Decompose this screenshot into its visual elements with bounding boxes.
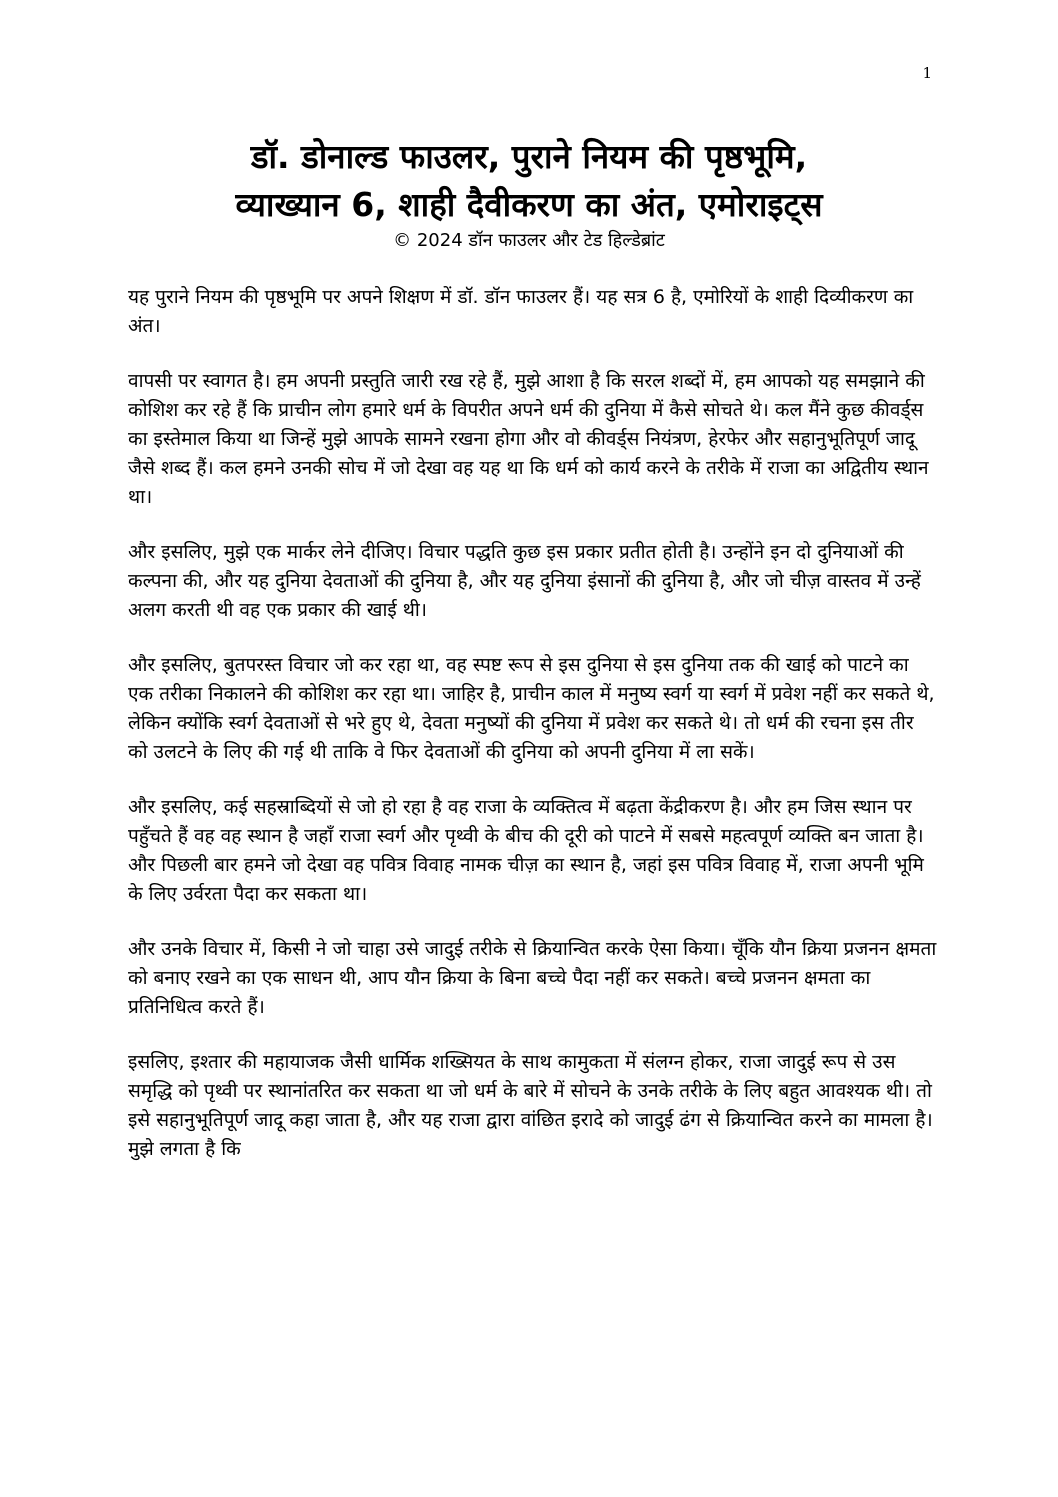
paragraph: और इसलिए, कई सहस्राब्दियों से जो हो रहा है वह राजा के व्यक्तित्व में बढ़ता केंद्रीकरण है। और हम जिस स्थान पर पहुँचते हैं वह वह स्थान है जहाँ राजा स्वर्ग और पृथ्वी के बीच की दूरी को पाटने में सबसे महत्वपूर्ण व्यक्ति बन जाता है। और पिछली बार हमने जो देखा वह पवित्र विवाह नामक चीज़ का स्थान है, जहां इस पवित्र विवाह में, राजा अपनी भूमि के लिए उर्वरता पैदा कर सकता था। <box>128 796 924 905</box>
page-number: 1 <box>922 64 932 82</box>
paragraph: इसलिए, इश्तार की महायाजक जैसी धार्मिक शख्सियत के साथ कामुकता में संलग्न होकर, राजा जादुई रूप से उस समृद्धि को पृथ्वी पर स्थानांतरित कर सकता था जो धर्म के बारे में सोचने के उनके तरीके के लिए बहुत आवश्यक थी। तो इसे सहानुभूतिपूर्ण जादू कहा जाता है, और यह राजा द्वारा वांछित इरादे को जादुई ढंग से क्रियान्वित करने का मामला है। मुझे लगता है कि <box>128 1051 933 1160</box>
title-line-2: व्याख्यान 6, शाही दैवीकरण का अंत, एमोराइट्स <box>235 185 823 224</box>
title-line-1: डॉ. डोनाल्ड फाउलर, पुराने नियम की पृष्ठभूमि, <box>250 137 808 176</box>
document-body <box>128 283 938 1190</box>
paragraph: और उनके विचार में, किसी ने जो चाहा उसे जादुई तरीके से क्रियान्वित करके ऐसा किया। चूँकि यौन क्रिया प्रजनन क्षमता को बनाए रखने का एक साधन थी, आप यौन क्रिया के बिना बच्चे पैदा नहीं कर सकते। बच्चे प्रजनन क्षमता का प्रतिनिधित्व करते हैं। <box>128 938 937 1018</box>
copyright-line: © 2024 डॉन फाउलर और टेड हिल्डेब्रांट <box>393 230 665 251</box>
paragraph: और इसलिए, बुतपरस्त विचार जो कर रहा था, वह स्पष्ट रूप से इस दुनिया से इस दुनिया तक की खाई को पाटने का एक तरीका निकालने की कोशिश कर रहा था। जाहिर है, प्राचीन काल में मनुष्य स्वर्ग या स्वर्ग में प्रवेश नहीं कर सकते थे, लेकिन क्योंकि स्वर्ग देवताओं से भरे हुए थे, देवता मनुष्यों की दुनिया में प्रवेश कर सकते थे। तो धर्म की रचना इस तीर को उलटने के लिए की गई थी ताकि वे फिर देवताओं की दुनिया को अपनी दुनिया में ला सकें। <box>128 654 935 763</box>
paragraph: और इसलिए, मुझे एक मार्कर लेने दीजिए। विचार पद्धति कुछ इस प्रकार प्रतीत होती है। उन्होंने इन दो दुनियाओं की कल्पना की, और यह दुनिया देवताओं की दुनिया है, और यह दुनिया इंसानों की दुनिया है, और जो चीज़ वास्तव में उन्हें अलग करती थी वह एक प्रकार की खाई थी। <box>128 541 921 621</box>
paragraph: यह पुराने नियम की पृष्ठभूमि पर अपने शिक्षण में डॉ. डॉन फाउलर हैं। यह सत्र 6 है, एमोरियों के शाही दिव्यीकरण का अंत। <box>128 286 914 337</box>
paragraph: वापसी पर स्वागत है। हम अपनी प्रस्तुति जारी रख रहे हैं, मुझे आशा है कि सरल शब्दों में, हम आपको यह समझाने की कोशिश कर रहे हैं कि प्राचीन लोग हमारे धर्म के विपरीत अपने धर्म की दुनिया में कैसे सोचते थे। कल मैंने कुछ कीवर्ड्स का इस्तेमाल किया था जिन्हें मुझे आपके सामने रखना होगा और वो कीवर्ड्स नियंत्रण, हेरफेर और सहानुभूतिपूर्ण जादू जैसे शब्द हैं। कल हमने उनकी सोच में जो देखा वह यह था कि धर्म को कार्य करने के तरीके में राजा का अद्वितीय स्थान था। <box>128 370 929 508</box>
document-title <box>100 133 958 229</box>
